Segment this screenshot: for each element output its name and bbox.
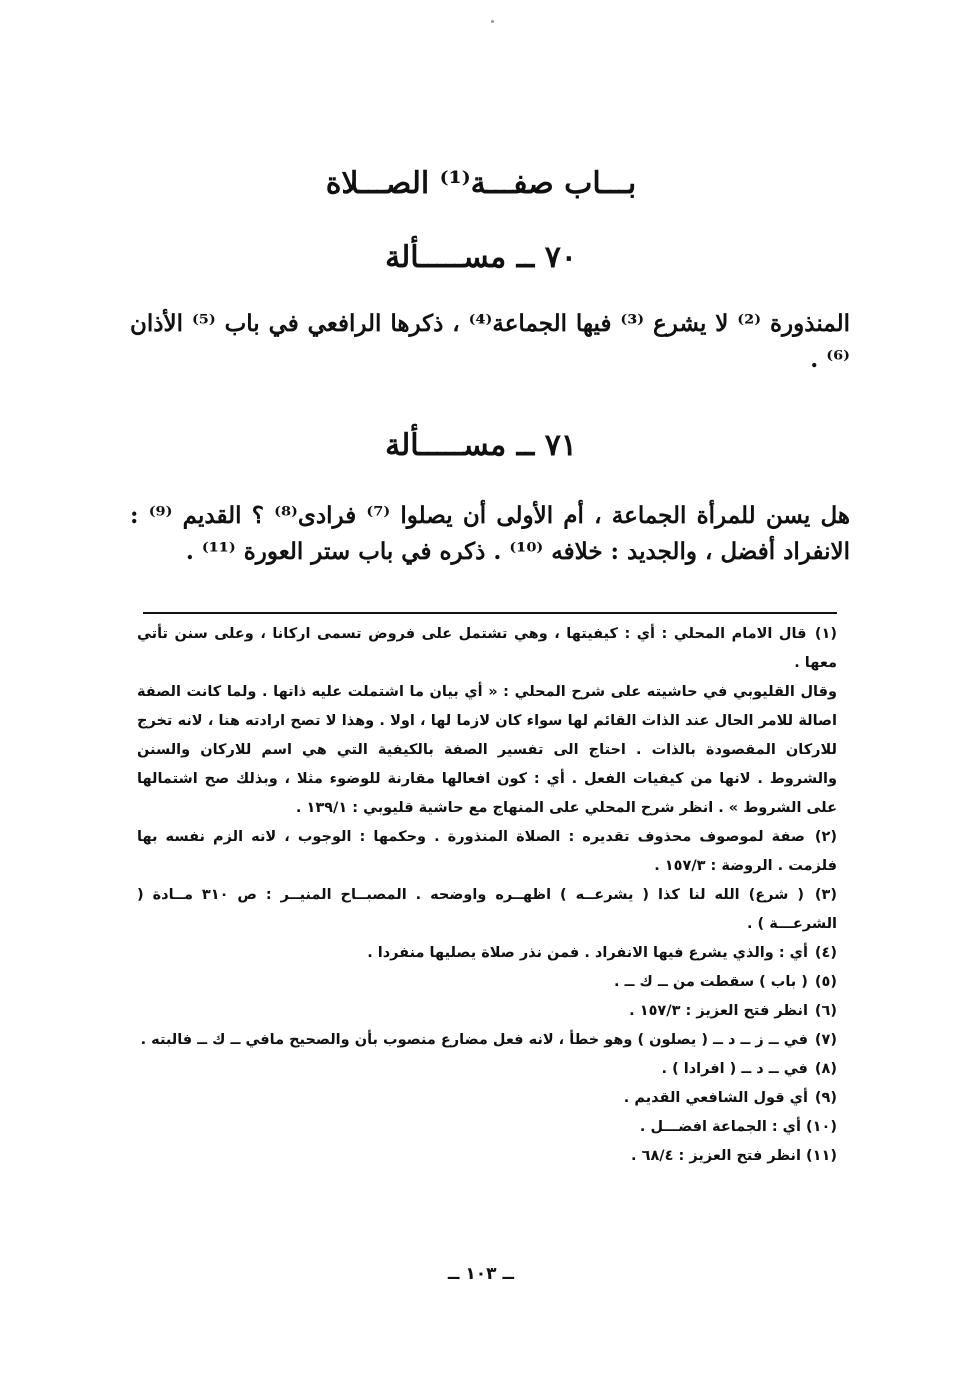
footnote-number: (٤): [814, 945, 837, 961]
issue-70-text: المنذورة ⁽²⁾ لا يشرع ⁽³⁾ فيها الجماعة⁽⁴⁾ ، ذكرها الرافعي في باب ⁽⁵⁾ الأذان ⁽⁶⁾ .: [130, 310, 850, 373]
page-number: ــ ١٠٣ ــ: [447, 1264, 515, 1284]
footnote-number: (٨): [814, 1061, 837, 1077]
footnote-number: (١): [814, 626, 837, 642]
footnote-number: (١٠): [806, 1119, 837, 1135]
footnote-text: انظر فتح العزيز : ٦٨/٤ .: [631, 1148, 801, 1164]
footnote-text: ( باب ) سقطت من ــ ك ــ .: [614, 974, 808, 990]
footnote-7: [137, 1026, 837, 1055]
scan-dot: [491, 20, 494, 23]
footnote-text: ( شرع) الله لنا كذا ( يشرعــه ) اظهــره واوضحه . المصبــاح المنيــر : ص ٣١٠ مــادة ( الشرعـــة ) .: [137, 887, 837, 932]
footnote-text: وقال القليوبي في حاشيته على شرح المحلي : « أي بيان ما اشتملت عليه ذاتها . ولما كانت الصفة اصالة للامر الحال عند الذات القائم لها سواء كان لازما لها ، اولا . وهذا لا تصح ارادته هنا ، لانه تخرج للاركان المقصودة بالذات . احتاج الى تفسير الصفة بالكيفية التي هي اسم للاركان والسنن والشروط . لانها من كيفيات الفعل . أي : كون افعالها مقارنة للوضوء مثلا ، وبذلك صح اشتمالها على الشروط » . انظر شرح المحلي على المنهاج مع حاشية قليوبي : ١٣٩/١ .: [137, 684, 837, 816]
footnote-3: [137, 881, 837, 939]
footnote-11: [137, 1142, 837, 1171]
footnote-text: أي قول الشافعي القديم .: [623, 1090, 808, 1106]
footnote-8: [137, 1055, 837, 1084]
footnote-text: أي : والذي يشرع فيها الانفراد . فمن نذر صلاة يصليها منفردا .: [367, 945, 808, 961]
footnote-number: (٧): [814, 1032, 837, 1048]
footnote-number: (٣): [814, 887, 837, 903]
footnote-text: صفة لموصوف محذوف تقديره : الصلاة المنذورة . وحكمها : الوجوب ، لانه الزم نفسه بها فلزمت . الروضة : ١٥٧/٣ .: [137, 829, 837, 874]
chapter-title: بـــاب صفـــة⁽¹⁾ الصـــلاة: [325, 166, 637, 201]
footnote-separator: [143, 612, 837, 614]
footnote-text: في ــ د ــ ( افرادا ) .: [661, 1061, 808, 1077]
footnote-number: (١١): [806, 1148, 837, 1164]
footnote-6: [137, 997, 837, 1026]
footnote-number: (٦): [814, 1003, 837, 1019]
footnote-9: [137, 1084, 837, 1113]
footnote-number: (٩): [814, 1090, 837, 1106]
footnote-number: (٢): [814, 829, 837, 845]
footnote-2: [137, 823, 837, 881]
footnotes-section: [137, 620, 837, 1171]
footnote-text: قال الامام المحلي : أي : كيفيتها ، وهي تشتمل على فروض تسمى اركانا ، وعلى سنن تأتي معها .: [137, 626, 837, 671]
issue-71-heading: ٧١ ــ مســـــألة: [385, 428, 577, 463]
footnote-number: (٥): [814, 974, 837, 990]
footnote-10: [137, 1113, 837, 1142]
footnote-text: في ــ ز ــ د ــ ( يصلون ) وهو خطأ ، لانه فعل مضارع منصوب بأن والصحيح مافي ــ ك ــ فالبته .: [140, 1032, 808, 1048]
issue-70-heading: ٧٠ ــ مســـــألة: [385, 240, 577, 275]
footnote-text: أي : الجماعة افضـــل .: [639, 1119, 801, 1135]
footnote-4: [137, 939, 837, 968]
footnote-5: [137, 968, 837, 997]
issue-71-text: هل يسن للمرأة الجماعة ، أم الأولى أن يصلوا ⁽⁷⁾ فرادى⁽⁸⁾ ؟ القديم ⁽⁹⁾ : الانفراد أفضل ، والجديد : خلافه ⁽¹⁰⁾ . ذكره في باب ستر العورة ⁽¹¹⁾ .: [130, 502, 850, 565]
footnote-1: [137, 620, 837, 678]
footnote-1-continued: [137, 678, 837, 823]
footnote-text: انظر فتح العزيز : ١٥٧/٣ .: [629, 1003, 808, 1019]
